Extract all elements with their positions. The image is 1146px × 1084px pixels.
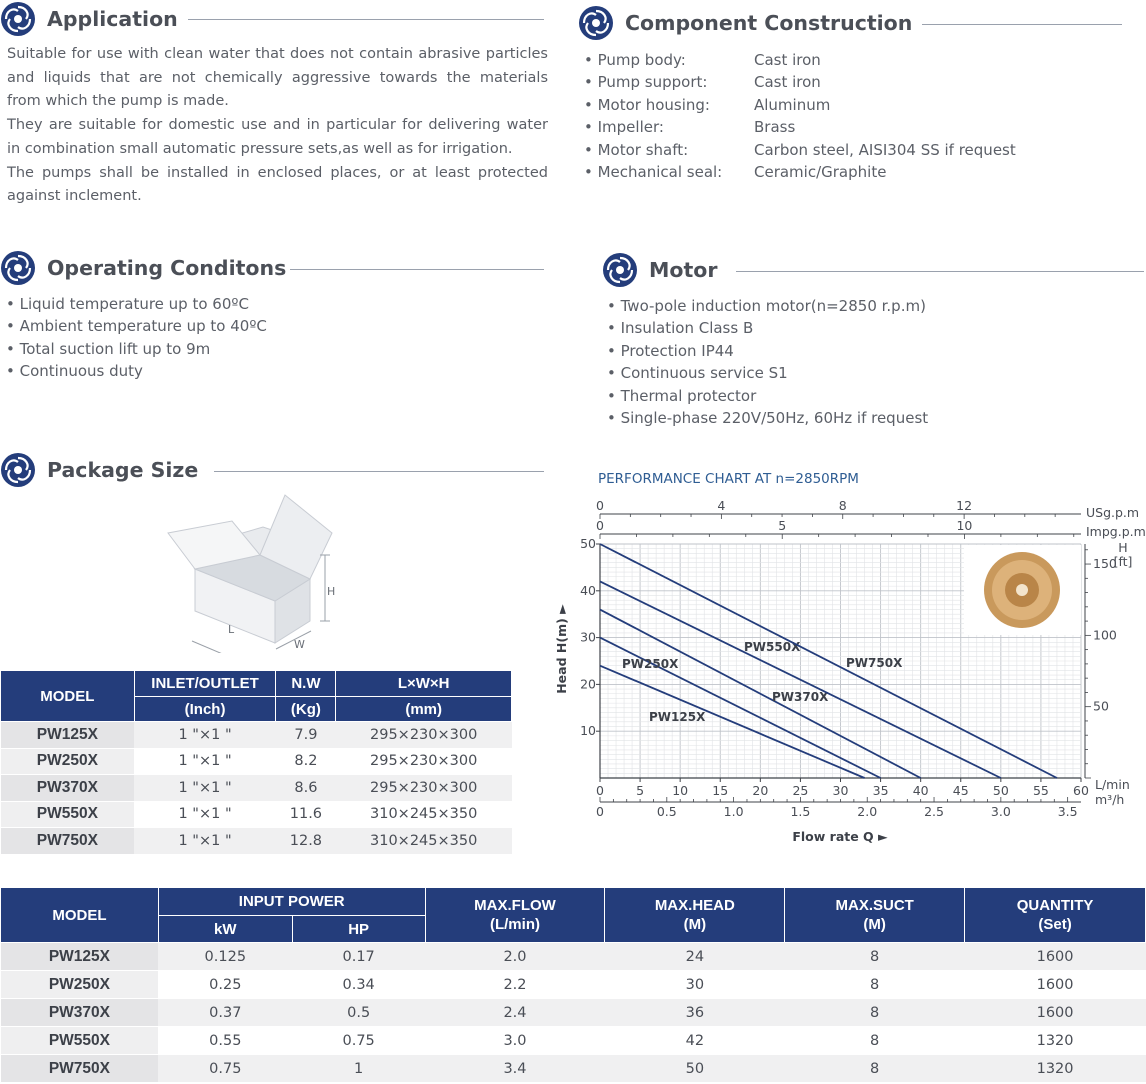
col-inlet-unit: (Inch) [134,697,276,722]
motor-item: • Thermal protector [607,386,757,405]
x-tick-label: 5 [636,783,645,798]
x-tick-label: 25 [792,783,809,798]
spec-col-input-power: INPUT POWER [158,888,425,916]
component-item: • Mechanical seal: Ceramic/Graphite [584,163,887,182]
swirl-logo-icon [0,452,36,488]
spec-col-max-suct: MAX.SUCT (M) [785,888,965,943]
swirl-logo-icon [578,5,614,41]
series-label-pw250x: PW250X [622,657,679,671]
x-tick-label: 15 [712,783,729,798]
m3h-tick-label: 1.0 [723,804,744,819]
x-tick-label: 30 [832,783,849,798]
motor-title: Motor [649,258,718,282]
motor-list [607,295,1107,429]
spec-col-max-flow: MAX.FLOW (L/min) [425,888,605,943]
col-model: MODEL [1,671,135,722]
package-title: Package Size [47,458,199,482]
operating-item: • Liquid temperature up to 60ºC [6,295,249,313]
package-table [0,670,512,855]
operating-item: • Total suction lift up to 9m [6,339,211,358]
swirl-logo-icon [0,1,36,37]
component-item: • Impeller: Brass [584,118,796,137]
component-list [584,49,1084,183]
box-dim-w: W [294,638,305,651]
m3h-tick-label: 2.5 [924,804,944,819]
motor-item: • Two-pole induction motor(n=2850 r.p.m) [607,297,926,315]
impgpm-tick-label: 0 [596,518,604,533]
m3h-tick-label: 2.0 [857,804,878,819]
spec-col-quantity: QUANTITY (Set) [965,888,1146,943]
spec-table [0,887,1146,1083]
x-tick-label: 50 [992,783,1009,798]
x-tick-label: 20 [752,783,769,798]
m3h-tick-label: 3.0 [990,804,1011,819]
application-header [0,1,178,37]
motor-divider [736,271,1144,272]
usgpm-tick-label: 12 [956,498,973,513]
x-tick-label: 60 [1073,783,1089,798]
y-tick-label: 20 [580,676,596,692]
m3h-tick-label: 3.5 [1057,804,1078,819]
operating-item: • Continuous duty [6,362,143,381]
application-line: from which the pump is made. [7,93,229,110]
usgpm-unit: USg.p.m [1086,505,1140,520]
package-header [0,452,198,488]
impgpm-tick-label: 5 [778,518,787,533]
motor-item: • Insulation Class B [607,319,754,338]
component-item: • Motor housing: Aluminum [584,95,831,114]
performance-chart [550,490,1146,850]
x-unit: L/min [1095,777,1130,792]
motor-item: • Continuous service S1 [607,364,788,383]
col-inlet: INLET/OUTLET [134,671,276,697]
box-dim-l: L [228,623,235,636]
operating-title: Operating Conditons [47,256,287,280]
operating-header [0,250,286,286]
y-tick-label: 30 [580,629,596,645]
table-row: PW125X 0.125 0.17 2.0 24 8 1600 [1,943,1146,971]
table-row: PW550X 1 "×1 " 11.6 310×245×350 [1,801,512,828]
chart-title: PERFORMANCE CHART AT n=2850RPM [598,471,859,487]
component-item: • Pump body: Cast iron [584,51,821,69]
col-dims-unit: (mm) [336,697,512,722]
application-line: They are suitable for domestic use and in particular for delivering water [7,117,548,134]
package-box-icon [160,493,350,653]
application-line: The pumps shall be installed in enclosed places, or at least protected [7,164,548,181]
x-tick-label: 45 [952,783,969,798]
operating-divider [290,269,544,270]
component-item: • Motor shaft: Carbon steel, AISI304 SS if request [584,140,1016,159]
spec-col-max-head: MAX.HEAD (M) [605,888,785,943]
impeller-icon [1016,584,1028,596]
usgpm-tick-label: 8 [838,498,847,513]
table-row: PW370X 1 "×1 " 8.6 295×230×300 [1,775,512,802]
ft-tick-label: 50 [1093,698,1109,714]
x-tick-label: 10 [672,783,689,798]
application-line: in combination small automatic pressure sets,as well as for irrigation. [7,140,513,157]
spec-col-hp: HP [292,916,425,943]
application-title: Application [47,7,178,31]
operating-list [6,293,406,383]
m3h-tick-label: 0 [596,804,604,819]
m3h-tick-label: 1.5 [790,804,811,819]
component-item: • Pump support: Cast iron [584,73,821,92]
col-nw-unit: (Kg) [276,697,336,722]
m3h-tick-label: 0.5 [656,804,677,819]
operating-item: • Ambient temperature up to 40ºC [6,317,267,336]
application-line: Suitable for use with clean water that does not contain abrasive particles [7,46,548,62]
series-label-pw125x: PW125X [649,710,706,724]
application-line: against inclement. [7,188,142,205]
swirl-logo-icon [602,252,638,288]
x-tick-label: 0 [596,783,604,798]
impgpm-unit: Impg.p.m [1086,524,1146,539]
y-tick-label: 50 [580,536,596,551]
spec-col-model: MODEL [1,888,159,943]
box-dim-h: H [327,585,336,598]
col-dims: L×W×H [336,671,512,697]
m3h-unit: m³/h [1095,792,1125,807]
y-tick-label: 10 [580,723,596,739]
impgpm-tick-label: 10 [956,518,973,533]
ft-unit: [ft] [1113,554,1133,569]
application-divider [188,19,544,20]
series-label-pw750x: PW750X [846,656,903,670]
application-line: and liquids that are not chemically aggressive towards the materials [7,69,548,86]
component-header [578,5,912,41]
series-label-pw370x: PW370X [772,690,829,704]
motor-header [602,252,717,288]
ft-tick-label: 150 [1093,556,1117,572]
table-row: PW250X 1 "×1 " 8.2 295×230×300 [1,748,512,775]
motor-item: • Single-phase 220V/50Hz, 60Hz if request [607,409,929,428]
series-label-pw550x: PW550X [744,640,801,654]
x-tick-label: 40 [912,783,929,798]
swirl-logo-icon [0,250,36,286]
table-row: PW250X 0.25 0.34 2.2 30 8 1600 [1,971,1146,999]
ft-tick-label: 100 [1093,627,1117,643]
x-tick-label: 55 [1032,783,1049,798]
spec-col-kw: kW [158,916,292,943]
col-nw: N.W [276,671,336,697]
y-tick-label: 40 [580,582,596,598]
usgpm-tick-label: 0 [596,498,604,513]
component-divider [922,24,1122,25]
usgpm-tick-label: 4 [717,498,726,513]
table-row: PW550X 0.55 0.75 3.0 42 8 1320 [1,1027,1146,1055]
package-divider [214,471,544,472]
ft-unit: H [1118,540,1128,555]
table-row: PW750X 0.75 1 3.4 50 8 1320 [1,1055,1146,1083]
motor-item: • Protection IP44 [607,341,734,360]
table-row: PW125X 1 "×1 " 7.9 295×230×300 [1,722,512,749]
component-title: Component Construction [625,11,913,35]
x-tick-label: 35 [872,783,889,798]
table-row: PW370X 0.37 0.5 2.4 36 8 1600 [1,999,1146,1027]
application-text [7,43,548,209]
y-axis-title: Head H(m) ► [554,604,569,694]
table-row: PW750X 1 "×1 " 12.8 310×245×350 [1,828,512,855]
x-axis-title: Flow rate Q ► [792,829,888,844]
